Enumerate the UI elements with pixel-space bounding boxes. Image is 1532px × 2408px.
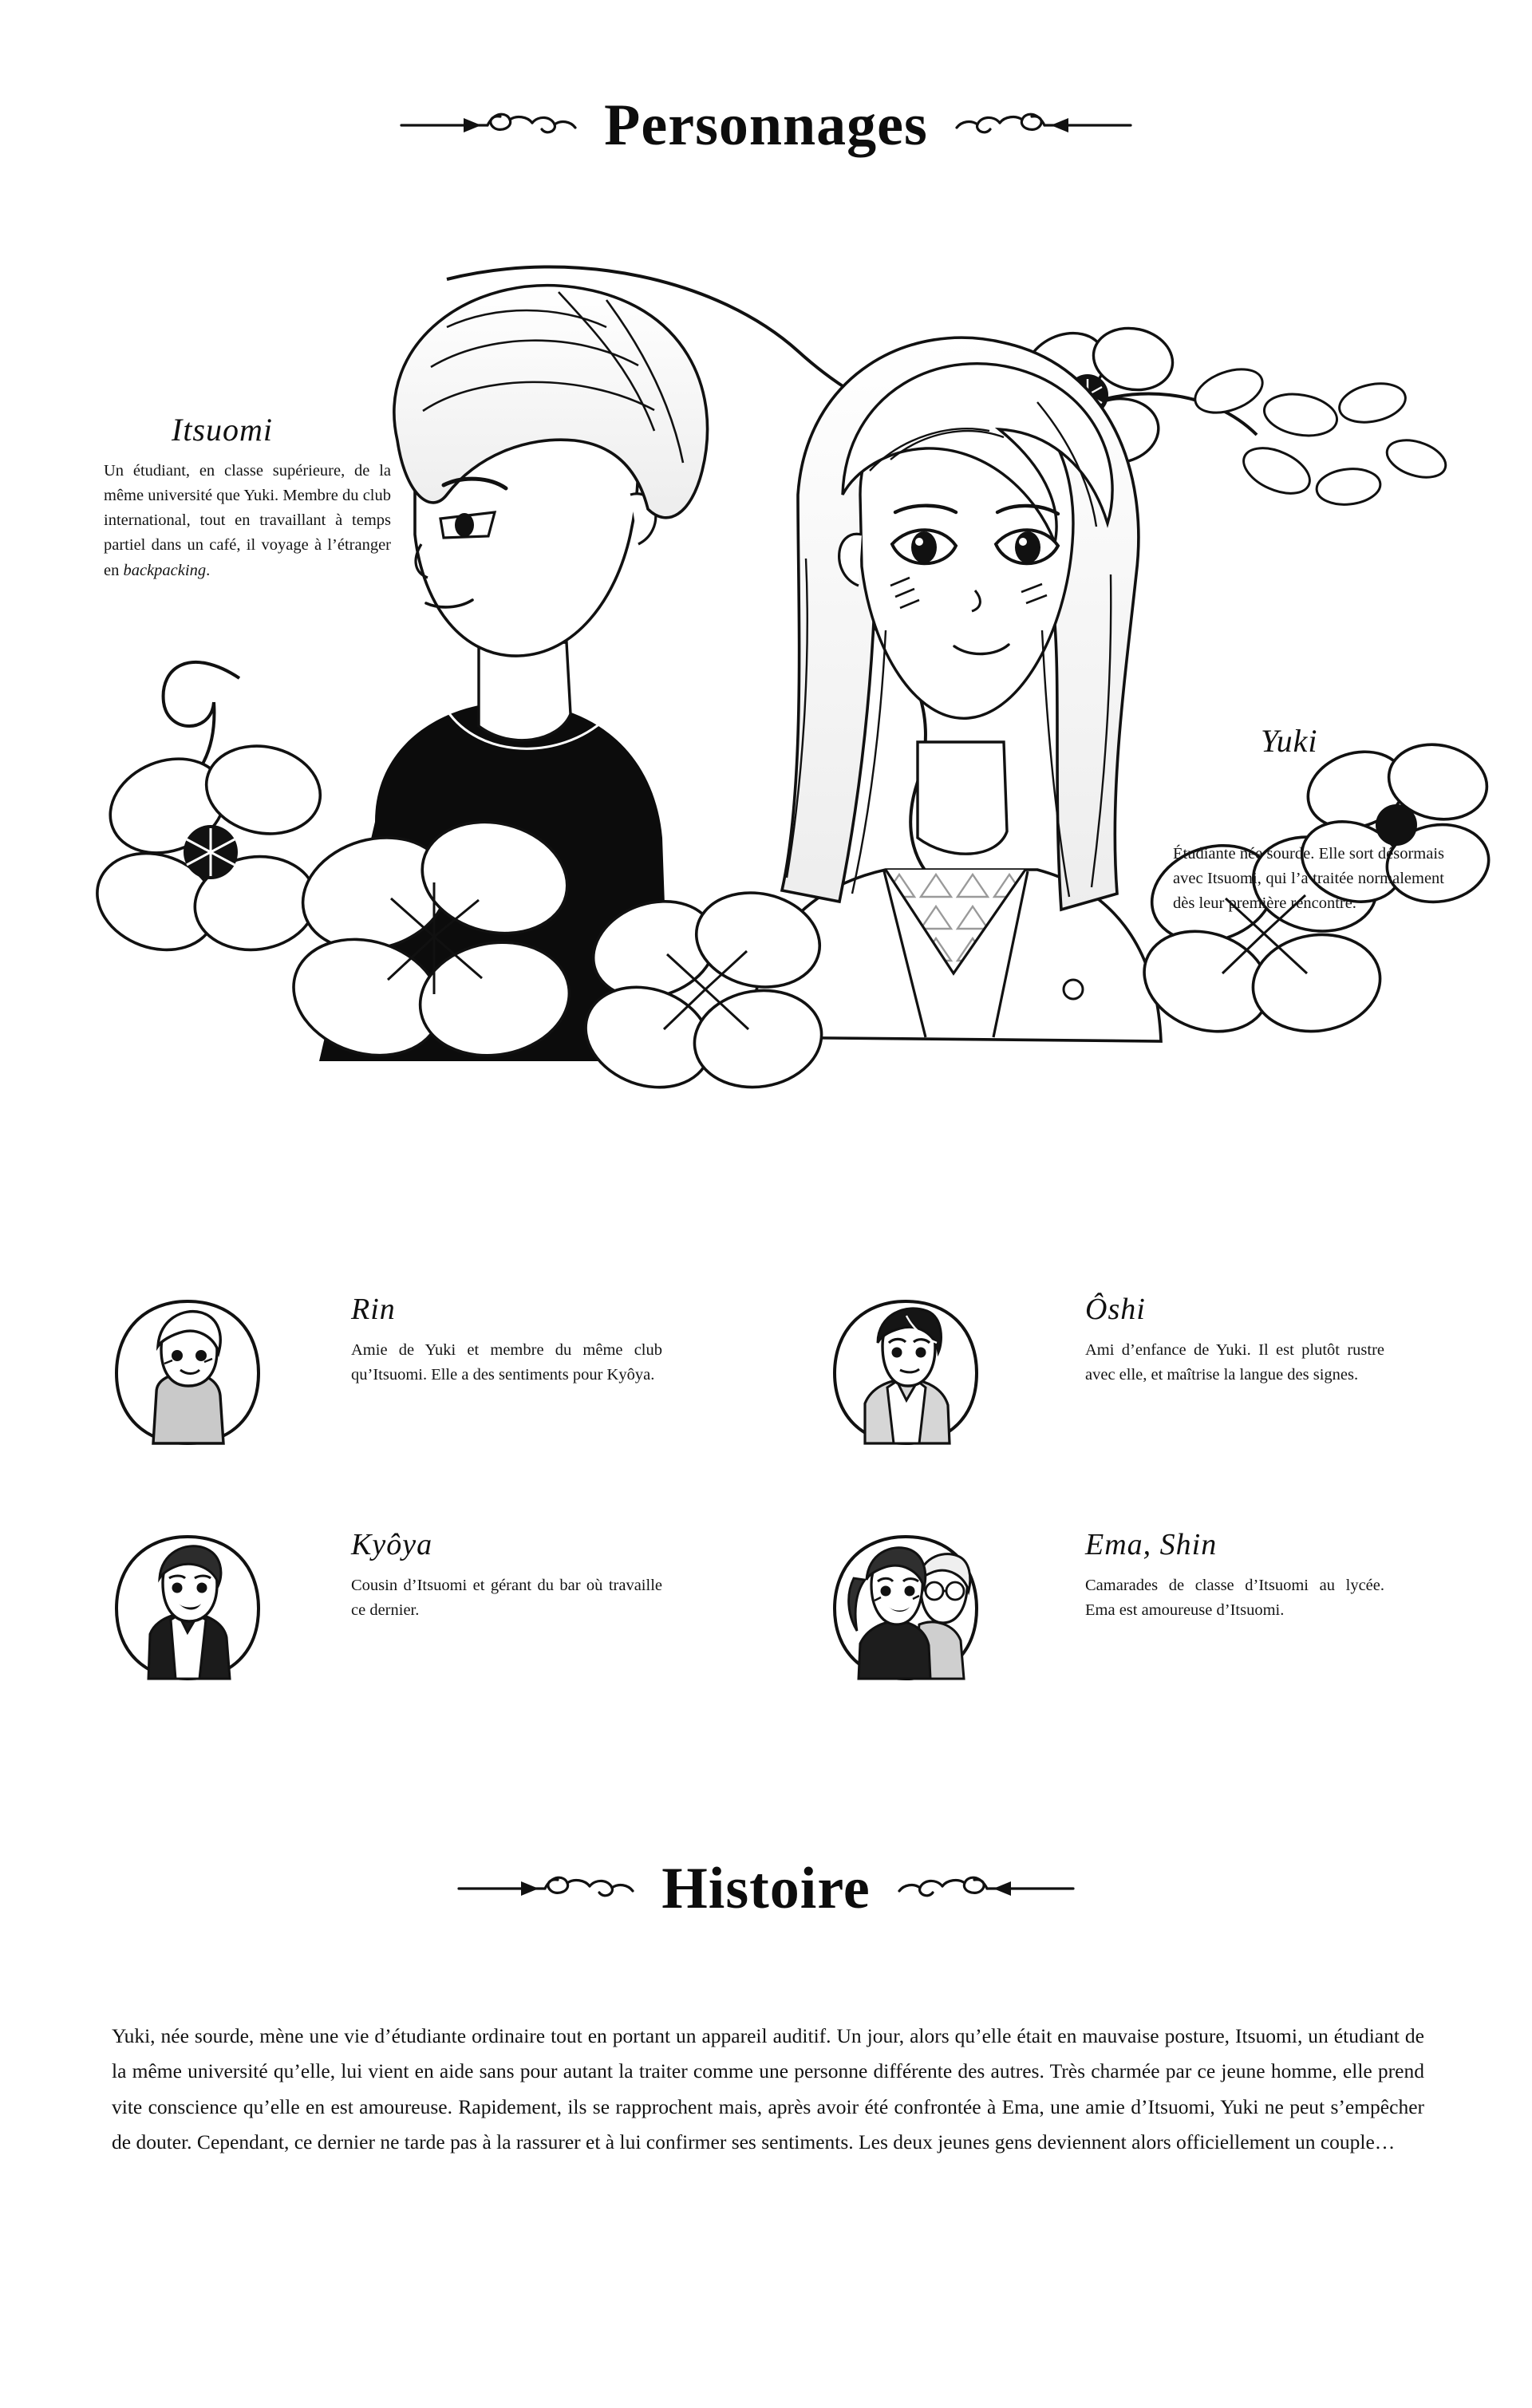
itsuomi-description-italic: backpacking <box>123 561 207 579</box>
story-title: Histoire <box>661 1856 871 1921</box>
characters-section-header <box>0 93 1532 158</box>
character-card-ema-shin <box>830 1528 1388 1692</box>
character-card-kyoya <box>112 1528 670 1692</box>
flourish-left-icon <box>400 104 583 147</box>
character-name-itsuomi: Itsuomi <box>172 412 273 448</box>
portrait-rin <box>112 1297 263 1448</box>
character-name-kyoya: Kyôya <box>351 1528 433 1561</box>
flourish-left-icon <box>457 1867 641 1910</box>
character-card-oshi <box>830 1293 1388 1456</box>
character-description-oshi: Ami d’enfance de Yuki. Il est plutôt rustre avec elle, et maîtrise la langue des signes. <box>1085 1341 1384 1384</box>
portrait-kyoya <box>112 1532 263 1684</box>
character-name-ema-shin: Ema, Shin <box>1085 1528 1218 1561</box>
story-section-header <box>0 1856 1532 1921</box>
character-name-yuki: Yuki <box>1261 723 1318 759</box>
character-description-yuki: Étudiante née sourde. Elle sort désormais avec Itsuomi, qui l’a traitée normalement dès leur première rencontre. <box>1173 845 1444 913</box>
character-card-rin <box>112 1293 670 1456</box>
portrait-oshi <box>830 1297 981 1448</box>
portrait-ema-shin <box>830 1532 981 1684</box>
character-description-ema-shin: Camarades de classe d’Itsuomi au lycée. Ema est amoureuse d’Itsuomi. <box>1085 1577 1384 1619</box>
character-description-itsuomi <box>104 459 391 583</box>
flower-cluster-bottom <box>84 736 1494 1104</box>
character-description-kyoya: Cousin d’Itsuomi et gérant du bar où travaille ce dernier. <box>351 1577 662 1619</box>
story-summary-text: Yuki, née sourde, mène une vie d’étudiante ordinaire tout en portant un appareil auditif. Un jour, alors qu’elle était en mauvaise posture, Itsuomi, un étudiant de la même université qu’elle, lui vient en aide sans pour autant la traiter comme une personne différente des autres. Très charmée par ce jeune homme, elle prend vite conscience qu’elle en est amoureuse. Rapidement, ils se rapprochent mais, après avoir été confrontée à Ema, une amie d’Itsuomi, Yuki ne peut s’empêcher de douter. Cependant, ce dernier ne tarde pas à la rassurer et à lui confirmer ses sentiments. Les deux jeunes gens deviennent alors officiellement un couple… <box>112 2024 1424 2154</box>
itsuomi-description-part1: Un étudiant, en classe supérieure, de la même université que Yuki. Membre du club international, tout en travaillant à temps partiel dans un café, il voyage à l’étranger en <box>104 462 391 579</box>
flourish-right-icon <box>949 104 1132 147</box>
character-description-rin: Amie de Yuki et membre du même club qu’Itsuomi. Elle a des sentiments pour Kyôya. <box>351 1341 662 1384</box>
characters-title: Personnages <box>604 93 928 158</box>
flourish-right-icon <box>891 1867 1075 1910</box>
itsuomi-description-end: . <box>206 561 211 579</box>
character-name-oshi: Ôshi <box>1085 1293 1146 1326</box>
character-name-rin: Rin <box>351 1293 396 1326</box>
